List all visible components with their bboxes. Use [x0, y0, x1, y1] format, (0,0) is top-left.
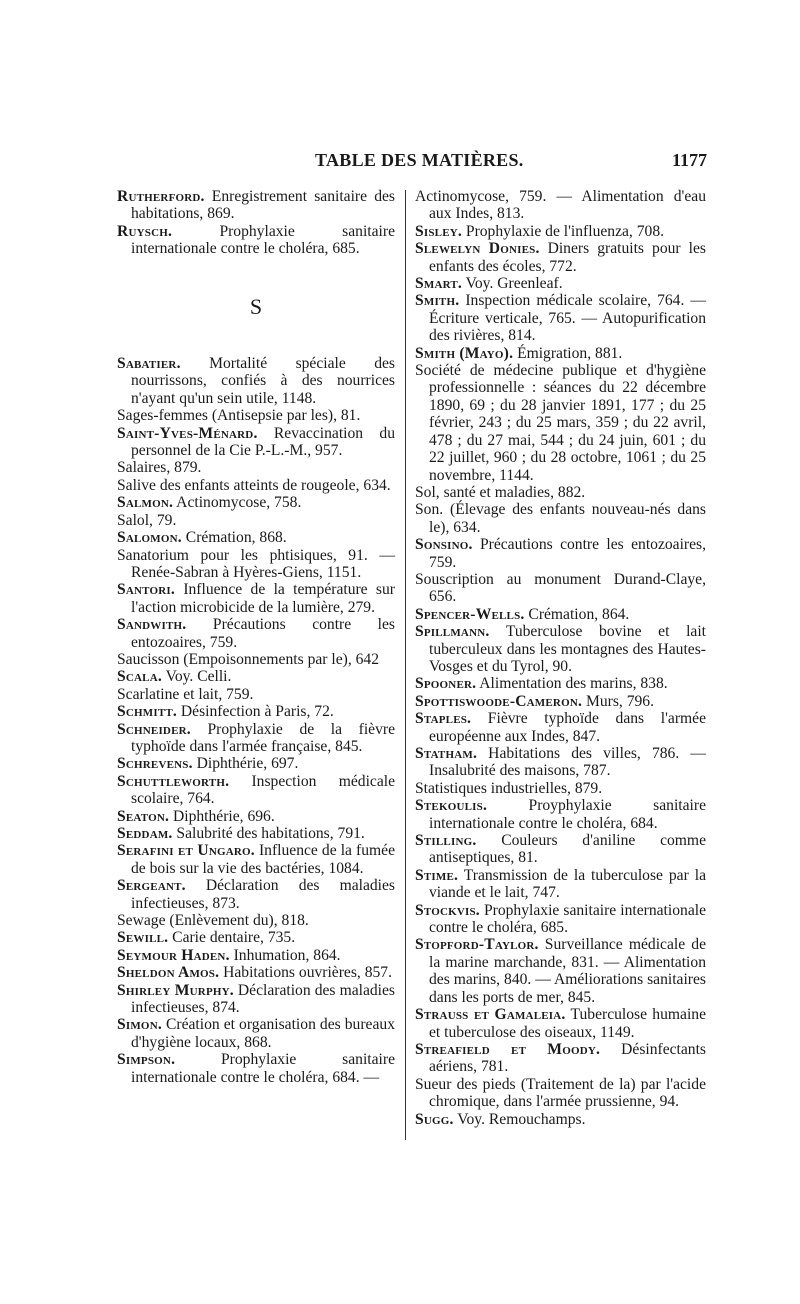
entry-name: Scala.	[117, 668, 162, 686]
entry-name: Simpson.	[117, 1051, 176, 1069]
index-entry	[117, 581, 395, 616]
index-entry	[117, 512, 395, 529]
index-entry	[117, 355, 395, 407]
index-entry	[415, 536, 706, 571]
entry-text: Salubrité des habitations, 791.	[172, 825, 365, 842]
entry-name: Spottiswoode-Cameron.	[415, 692, 583, 710]
index-entry	[415, 745, 706, 780]
entry-text: Crémation, 868.	[181, 529, 287, 547]
entry-text: Salaires, 879.	[117, 459, 202, 477]
left-column	[117, 188, 395, 1086]
entry-text: Prophylaxie sanitaire internationale contre le choléra, 685.	[131, 222, 395, 258]
index-entry	[117, 547, 395, 582]
entry-text: Revaccination du personnel de la Cie P.-L.-M., 957.	[131, 424, 395, 460]
entry-name: Seddam.	[117, 825, 173, 842]
entry-name: Smith (Mayo).	[415, 344, 514, 362]
index-entry	[415, 1041, 706, 1076]
entry-text: Transmission de la tuberculose par la viande et le lait, 747.	[429, 866, 706, 902]
entry-text: Prophylaxie de l'influenza, 708.	[462, 222, 665, 240]
entry-text: Précautions contre les entozoaires, 759.	[131, 616, 395, 651]
entry-name: Schmitt.	[117, 703, 178, 721]
index-entry	[415, 571, 706, 606]
index-entry	[415, 362, 706, 484]
section-letter: S	[249, 293, 263, 319]
index-entry	[117, 808, 395, 825]
index-entry	[117, 651, 395, 668]
entry-name: Sheldon Amos.	[117, 964, 220, 982]
index-entry	[117, 616, 395, 651]
entry-name: Sonsino.	[415, 536, 473, 554]
entry-name: Stekoulis.	[415, 797, 488, 815]
index-entry	[415, 275, 706, 292]
index-entry	[415, 188, 706, 223]
entry-text: Alimentation des marins, 838.	[476, 675, 668, 693]
right-column	[415, 188, 706, 1128]
index-entry	[117, 755, 395, 772]
entry-name: Salomon.	[117, 529, 182, 547]
entry-text: Sanatorium pour les phtisiques, 91. — Renée-Sabran à Hyères-Giens, 1151.	[117, 546, 395, 581]
entry-text: Influence de la fumée de bois sur la vie des bactéries, 1084.	[131, 842, 396, 877]
entry-text: Salive des enfants atteints de rougeole, 634.	[117, 476, 391, 494]
entry-name: Schuttleworth.	[117, 772, 230, 790]
index-entry	[415, 867, 706, 902]
index-entry	[415, 797, 706, 832]
entry-name: Simon.	[117, 1016, 162, 1034]
entry-name: Spillmann.	[415, 623, 490, 641]
entry-text: Saucisson (Empoisonnements par le), 642	[117, 650, 380, 668]
index-entry	[117, 494, 395, 511]
entry-name: Ruysch.	[117, 222, 173, 240]
entry-name: Sandwith.	[117, 616, 187, 634]
entry-text: Son. (Élevage des enfants nouveau-nés dans le), 634.	[415, 501, 706, 536]
entry-text: Sages-femmes (Antisepsie par les), 81.	[117, 407, 361, 425]
entry-text: Désinfectants aériens, 781.	[429, 1040, 706, 1076]
entry-text: Voy. Celli.	[161, 668, 232, 686]
index-entry	[415, 902, 706, 937]
index-entry	[415, 345, 706, 362]
index-entry	[415, 606, 706, 623]
index-entry	[117, 686, 395, 703]
entry-name: Sisley.	[415, 222, 462, 240]
index-entries-s-left	[117, 355, 395, 1086]
index-entry	[415, 292, 706, 344]
page-number: 1177	[671, 150, 707, 170]
index-entry	[117, 188, 395, 223]
entry-text: Influence de la température sur l'action microbicide de la lumière, 279.	[131, 581, 395, 616]
entry-text: Enregistrement sanitaire des habitations, 869.	[131, 188, 395, 223]
entry-name: Sergeant.	[117, 877, 186, 895]
entry-text: Actinomycose, 758.	[173, 494, 302, 512]
entry-text: Déclaration des maladies infectieuses, 874.	[131, 981, 395, 1017]
entry-name: Saint-Yves-Ménard.	[117, 424, 258, 442]
entry-text: Voy. Remouchamps.	[453, 1110, 586, 1128]
entry-name: Shirley Murphy.	[117, 981, 234, 999]
entry-name: Rutherford.	[117, 188, 205, 205]
index-entry	[415, 693, 706, 710]
entry-text: Statistiques industrielles, 879.	[415, 779, 603, 797]
entry-text: Société de médecine publique et d'hygiène professionnelle : séances du 22 décembre 1890, 69 ; du 28 janvier 1891, 177 ; du 25 février, 243 ; du 25 mars, 359 ; du 22 avril, 478 ; du 27 mai, 544 ; du 24 juin, 601 ; du 22 juillet, 960 ; du 28 octobre, 1061 ; du 25 novembre, 1144.	[415, 362, 706, 484]
index-entries-s-right	[415, 188, 706, 1128]
entry-text: Inhumation, 864.	[229, 946, 341, 964]
entry-text: Sewage (Enlèvement du), 818.	[117, 912, 309, 930]
index-entry	[117, 407, 395, 424]
index-entry	[415, 1076, 706, 1111]
index-entry	[415, 710, 706, 745]
entry-name: Spooner.	[415, 675, 477, 693]
entry-text: Actinomycose, 759. — Alimentation d'eau aux Indes, 813.	[415, 188, 706, 223]
entry-text: Tuberculose humaine et tuberculose des oiseaux, 1149.	[429, 1006, 707, 1041]
entry-name: Santori.	[117, 581, 175, 599]
entry-text: Désinfection à Paris, 72.	[177, 703, 334, 721]
entry-text: Mortalité spéciale des nourrissons, confiés à des nourrices n'ayant qu'un sein utile, 1148.	[131, 355, 395, 407]
entry-name: Seymour Haden.	[117, 946, 230, 964]
entry-name: Streafield et Moody.	[415, 1040, 601, 1058]
index-entry	[415, 223, 706, 240]
entry-text: Souscription au monument Durand-Claye, 656.	[415, 570, 706, 606]
index-entry	[117, 223, 395, 258]
index-entry	[117, 842, 395, 877]
entry-text: Prophylaxie de la fièvre typhoïde dans l'armée française, 845.	[131, 720, 395, 755]
index-entry	[117, 773, 395, 808]
entry-name: Sabatier.	[117, 355, 181, 373]
entry-name: Stopford-Taylor.	[415, 936, 539, 954]
entry-text: Diphthérie, 696.	[169, 807, 275, 825]
index-entry	[117, 721, 395, 756]
index-entry	[117, 877, 395, 912]
index-entry	[117, 459, 395, 476]
running-header	[117, 150, 707, 174]
entry-name: Smith.	[415, 292, 460, 310]
index-entry	[415, 675, 706, 692]
index-entry	[117, 668, 395, 685]
index-entry	[415, 1006, 706, 1041]
entry-text: Murs, 796.	[582, 692, 654, 710]
entry-text: Proyphylaxie sanitaire internationale contre le choléra, 684.	[429, 797, 706, 832]
index-entry	[117, 1016, 395, 1051]
entry-text: Émigration, 881.	[513, 344, 623, 362]
index-entry	[415, 1111, 706, 1128]
entry-name: Serafini et Ungaro.	[117, 842, 255, 860]
index-entry	[415, 936, 706, 1006]
entry-text: Création et organisation des bureaux d'hygiène locaux, 868.	[131, 1016, 395, 1051]
index-entry	[117, 425, 395, 460]
entry-text: Surveillance médicale de la marine marchande, 831. — Alimentation des marins, 840. — Améliorations sanitaires dans les ports de mer, 845.	[429, 936, 706, 1006]
entry-text: Diphthérie, 697.	[192, 755, 299, 773]
entry-text: Habitations ouvrières, 857.	[219, 964, 392, 982]
entry-text: Crémation, 864.	[524, 605, 630, 623]
entry-name: Slewelyn Donies.	[415, 240, 540, 258]
entry-text: Fièvre typhoïde dans l'armée européenne aux Indes, 847.	[429, 710, 706, 745]
index-entries-r	[117, 188, 395, 258]
index-entry	[415, 240, 706, 275]
entry-name: Stilling.	[415, 832, 477, 850]
entry-name: Sugg.	[415, 1110, 454, 1128]
entry-name: Strauss et Gamaleia.	[415, 1006, 566, 1024]
entry-text: Prophylaxie sanitaire internationale contre le choléra, 685.	[429, 901, 706, 937]
index-entry	[117, 477, 395, 494]
entry-text: Déclaration des maladies infectieuses, 873.	[131, 877, 395, 912]
index-entry	[415, 780, 706, 797]
entry-name: Staples.	[415, 710, 472, 728]
entry-text: Précautions contre les entozoaires, 759.	[429, 536, 706, 571]
index-entry	[117, 1051, 395, 1086]
entry-name: Stockvis.	[415, 901, 480, 919]
entry-name: Smart.	[415, 275, 462, 293]
entry-text: Carie dentaire, 735.	[168, 929, 296, 947]
index-entry	[415, 832, 706, 867]
page-title: TABLE DES MATIÈRES.	[315, 150, 524, 170]
index-entry	[117, 703, 395, 720]
entry-text: Prophylaxie sanitaire internationale contre le choléra, 684. —	[131, 1051, 395, 1086]
entry-name: Stime.	[415, 866, 459, 884]
entry-text: Scarlatine et lait, 759.	[117, 685, 254, 703]
index-entry	[415, 623, 706, 675]
entry-name: Sewill.	[117, 929, 169, 947]
entry-name: Salmon.	[117, 494, 174, 512]
index-entry	[415, 484, 706, 501]
index-entry	[117, 825, 395, 842]
index-entry	[117, 529, 395, 546]
entry-name: Schneider.	[117, 720, 191, 738]
entry-text: Sol, santé et maladies, 882.	[415, 483, 586, 501]
entry-text: Sueur des pieds (Traitement de la) par l'acide chromique, dans l'armée prussienne, 94.	[415, 1075, 706, 1111]
index-entry	[117, 947, 395, 964]
entry-text: Diners gratuits pour les enfants des écoles, 772.	[429, 240, 706, 275]
index-entry	[117, 964, 395, 981]
entry-name: Schrevens.	[117, 755, 193, 773]
index-entry	[415, 501, 706, 536]
entry-name: Statham.	[415, 745, 478, 762]
entry-text: Salol, 79.	[117, 511, 177, 529]
entry-text: Inspection médicale scolaire, 764.	[131, 772, 395, 808]
entry-name: Seaton.	[117, 807, 170, 825]
entry-name: Spencer-Wells.	[415, 605, 525, 623]
entry-text: Voy. Greenleaf.	[462, 275, 563, 293]
entry-text: Tuberculose bovine et lait tuberculeux dans les montagnes des Hautes-Vosges et du Tyrol, 90.	[429, 623, 706, 675]
entry-text: Habitations des villes, 786. — Insalubrité des maisons, 787.	[429, 745, 706, 780]
index-entry	[117, 982, 395, 1017]
entry-text: Inspection médicale scolaire, 764. — Écriture verticale, 765. — Autopurification des rivières, 814.	[429, 292, 706, 345]
index-entry	[117, 929, 395, 946]
column-divider	[405, 190, 406, 1140]
index-entry	[117, 912, 395, 929]
entry-text: Couleurs d'aniline comme antiseptiques, 81.	[429, 832, 706, 867]
